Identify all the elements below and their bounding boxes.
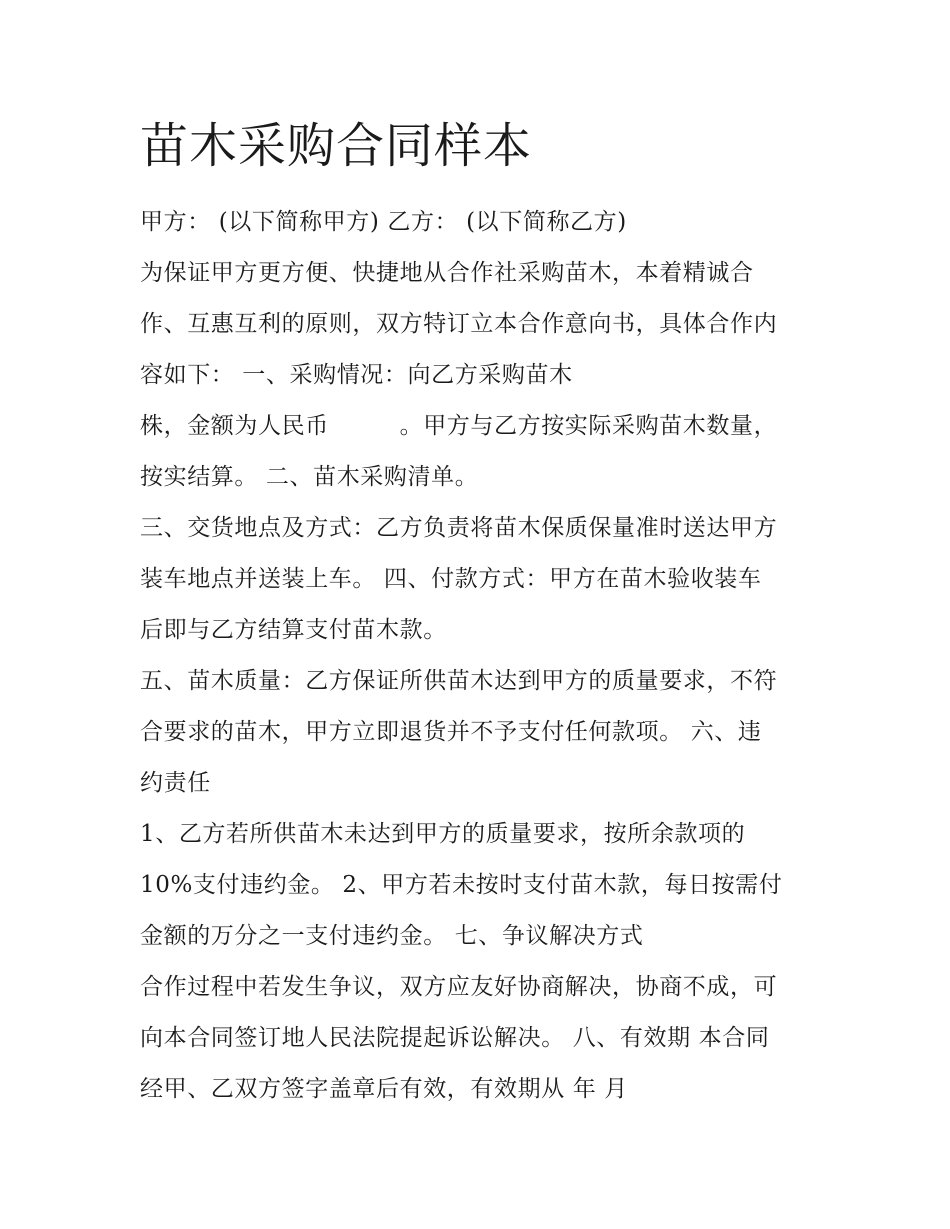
- body-line: 三、交货地点及方式：乙方负责将苗木保质保量准时送达甲方: [140, 515, 778, 541]
- body-line: 装车地点并送装上车。 四、付款方式：甲方在苗木验收装车: [140, 566, 762, 592]
- body-line: 五、苗木质量：乙方保证所供苗木达到甲方的质量要求，不符: [140, 668, 778, 694]
- body-line: 合要求的苗木，甲方立即退货并不予支付任何款项。 六、违: [140, 719, 762, 745]
- parties-line: 甲方： (以下简称甲方) 乙方： (以下简称乙方): [140, 209, 627, 235]
- body-line: 经甲、乙双方签字盖章后有效，有效期从 年 月: [140, 1076, 628, 1102]
- body-line: 向本合同签订地人民法院提起诉讼解决。 八、有效期 本合同: [140, 1025, 770, 1051]
- document-title: 苗木采购合同样本: [140, 118, 533, 174]
- body-line: 金额的万分之一支付违约金。 七、争议解决方式: [140, 923, 644, 949]
- body-line: 合作过程中若发生争议，双方应友好协商解决，协商不成，可: [140, 974, 778, 1000]
- body-line: 10%支付违约金。 2、甲方若未按时支付苗木款，每日按需付: [140, 872, 783, 898]
- body-line: 约责任: [140, 770, 211, 796]
- body-line: 为保证甲方更方便、快捷地从合作社采购苗木，本着精诚合: [140, 260, 754, 286]
- body-line: 按实结算。 二、苗木采购清单。: [140, 464, 479, 490]
- body-line: 后即与乙方结算支付苗木款。: [140, 617, 447, 643]
- body-line: 株，金额为人民币 。甲方与乙方按实际采购苗木数量，: [140, 413, 778, 439]
- body-line: 作、互惠互利的原则，双方特订立本合作意向书，具体合作内: [140, 311, 778, 337]
- body-line: 1、乙方若所供苗木未达到甲方的质量要求，按所余款项的: [140, 821, 746, 847]
- body-line: 容如下： 一、采购情况：向乙方采购苗木: [140, 362, 573, 388]
